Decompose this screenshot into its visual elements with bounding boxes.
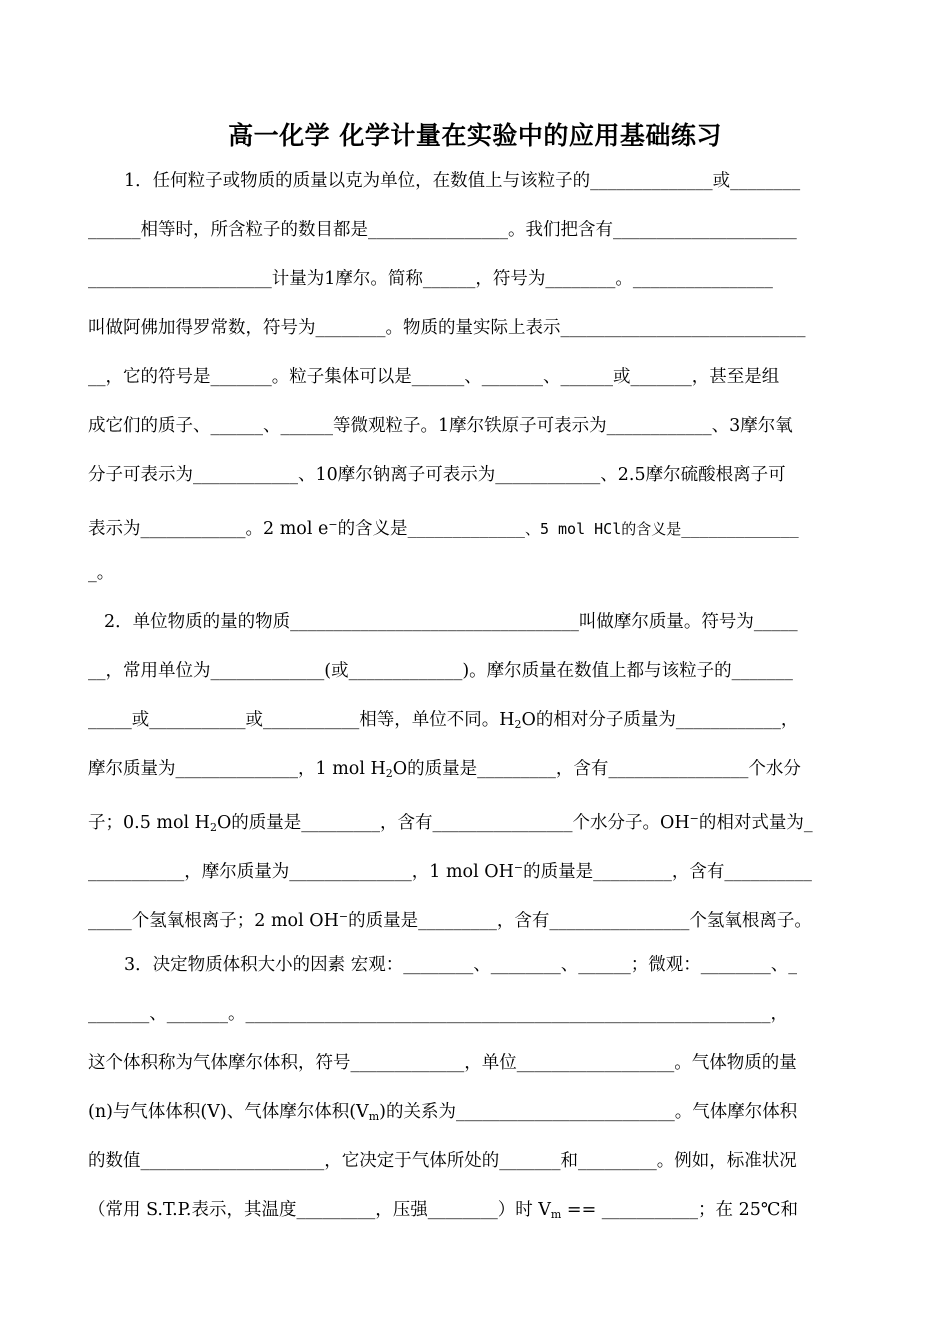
q1-line-1: 1．任何粒子或物质的质量以克为单位，在数值上与该粒子的______________或________ — [124, 171, 801, 191]
q1-line-8-c: _____________、5 mol HCl的含义是_____________ — [407, 520, 799, 538]
q1-line-7: 分子可表示为____________、10摩尔钠离子可表示为____________、2.5摩尔硫酸根离子可 — [88, 465, 786, 485]
q3-line-4-b: )的关系为_________________________。气体摩尔体积 — [379, 1102, 798, 1122]
q1-line-3: _____________________计量为1摩尔。简称______，符号为________。________________ — [88, 269, 773, 289]
q2-line-7 — [88, 892, 868, 941]
q2-line-5-a: 子；0.5 mol H — [88, 813, 210, 833]
q1-line-4: 叫做阿佛加得罗常数，符号为________。物质的量实际上表示____________________________ — [88, 318, 806, 338]
q3-line-6 — [88, 1186, 868, 1235]
q2-line-2: __，常用单位为_____________(或_____________)。摩尔质量在数值上都与该粒子的_______ — [88, 661, 793, 681]
q2-line-3-sub: 2 — [514, 718, 522, 731]
q2-line-6-a: ___________，摩尔质量为______________，1 mol OH — [88, 862, 514, 882]
q3-line-4-sub: m — [368, 1110, 380, 1123]
q2-line-7-a: _____个氢氧根离子；2 mol OH — [88, 911, 339, 931]
q2-line-5-c: 的相对式量为_ — [698, 813, 813, 833]
q1-line-6: 成它们的质子、______、______等微观粒子。1摩尔铁原子可表示为____________、3摩尔氧 — [88, 416, 793, 436]
q1-line-8 — [88, 500, 868, 549]
q2-line-5-sub: 2 — [209, 821, 217, 834]
q1-line-2: ______相等时，所含粒子的数目都是________________。我们把含有_____________________ — [88, 220, 797, 240]
q3-line-2: _______、_______。____________________________________________________________， — [88, 1004, 788, 1024]
q3-line-4-a: (n)与气体体积(V)、气体摩尔体积(V — [88, 1102, 369, 1122]
q3-line-5: 的数值_____________________，它决定于气体所处的_______和_________。例如，标准状况 — [88, 1151, 797, 1171]
q2-line-4 — [88, 745, 868, 794]
q2-line-7-sup: − — [338, 910, 349, 923]
q2-line-6-b: 的质量是_________，含有__________ — [523, 862, 812, 882]
q2-line-1: 2．单位物质的量的物质_________________________________叫做摩尔质量。符号为_____ — [104, 612, 798, 632]
q1-line-8-b: 的含义是 — [337, 519, 408, 539]
q3-line-6-sub: m — [550, 1208, 562, 1221]
q2-line-4-a: 摩尔质量为______________，1 mol H — [88, 759, 386, 779]
q2-line-3-a: _____或___________或___________相等，单位不同。H — [88, 710, 515, 730]
q2-line-4-sub: 2 — [385, 767, 393, 780]
q1-line-8-sup: − — [328, 518, 338, 531]
q2-line-3 — [88, 696, 868, 745]
q1-line-5: __，它的符号是_______。粒子集体可以是______、_______、______或_______，甚至是组 — [88, 367, 780, 387]
q2-line-5 — [88, 794, 868, 843]
q2-line-6-sup: − — [513, 861, 524, 874]
q3-line-6-a: （常用 S.T.P.表示，其温度_________，压强________）时 V — [88, 1200, 551, 1220]
page-title: 高一化学 化学计量在实验中的应用基础练习 — [228, 121, 722, 150]
q2-line-7-b: 的质量是_________，含有________________个氢氧根离子。 — [348, 911, 812, 931]
q3-line-6-b: == ___________；在 25℃和 — [561, 1200, 798, 1220]
q3-line-4 — [88, 1088, 868, 1137]
q3-line-3: 这个体积称为气体摩尔体积，符号_____________，单位__________________。气体物质的量 — [88, 1053, 797, 1073]
q2-line-6 — [88, 843, 868, 892]
q1-line-8-a: 表示为____________。2 mol e — [88, 519, 329, 539]
q2-line-5-sup: − — [689, 812, 699, 825]
q2-line-4-b: O的质量是_________，含有________________个水分 — [392, 759, 801, 779]
q2-line-3-b: O的相对分子质量为____________， — [521, 710, 799, 730]
q2-line-5-b: O的质量是_________，含有________________个水分子。OH — [216, 813, 690, 833]
worksheet-body — [88, 157, 868, 1235]
q1-line-9: _。 — [88, 563, 115, 583]
q3-line-1: 3．决定物质体积大小的因素 宏观：________、________、______；微观：________、_ — [124, 955, 797, 975]
